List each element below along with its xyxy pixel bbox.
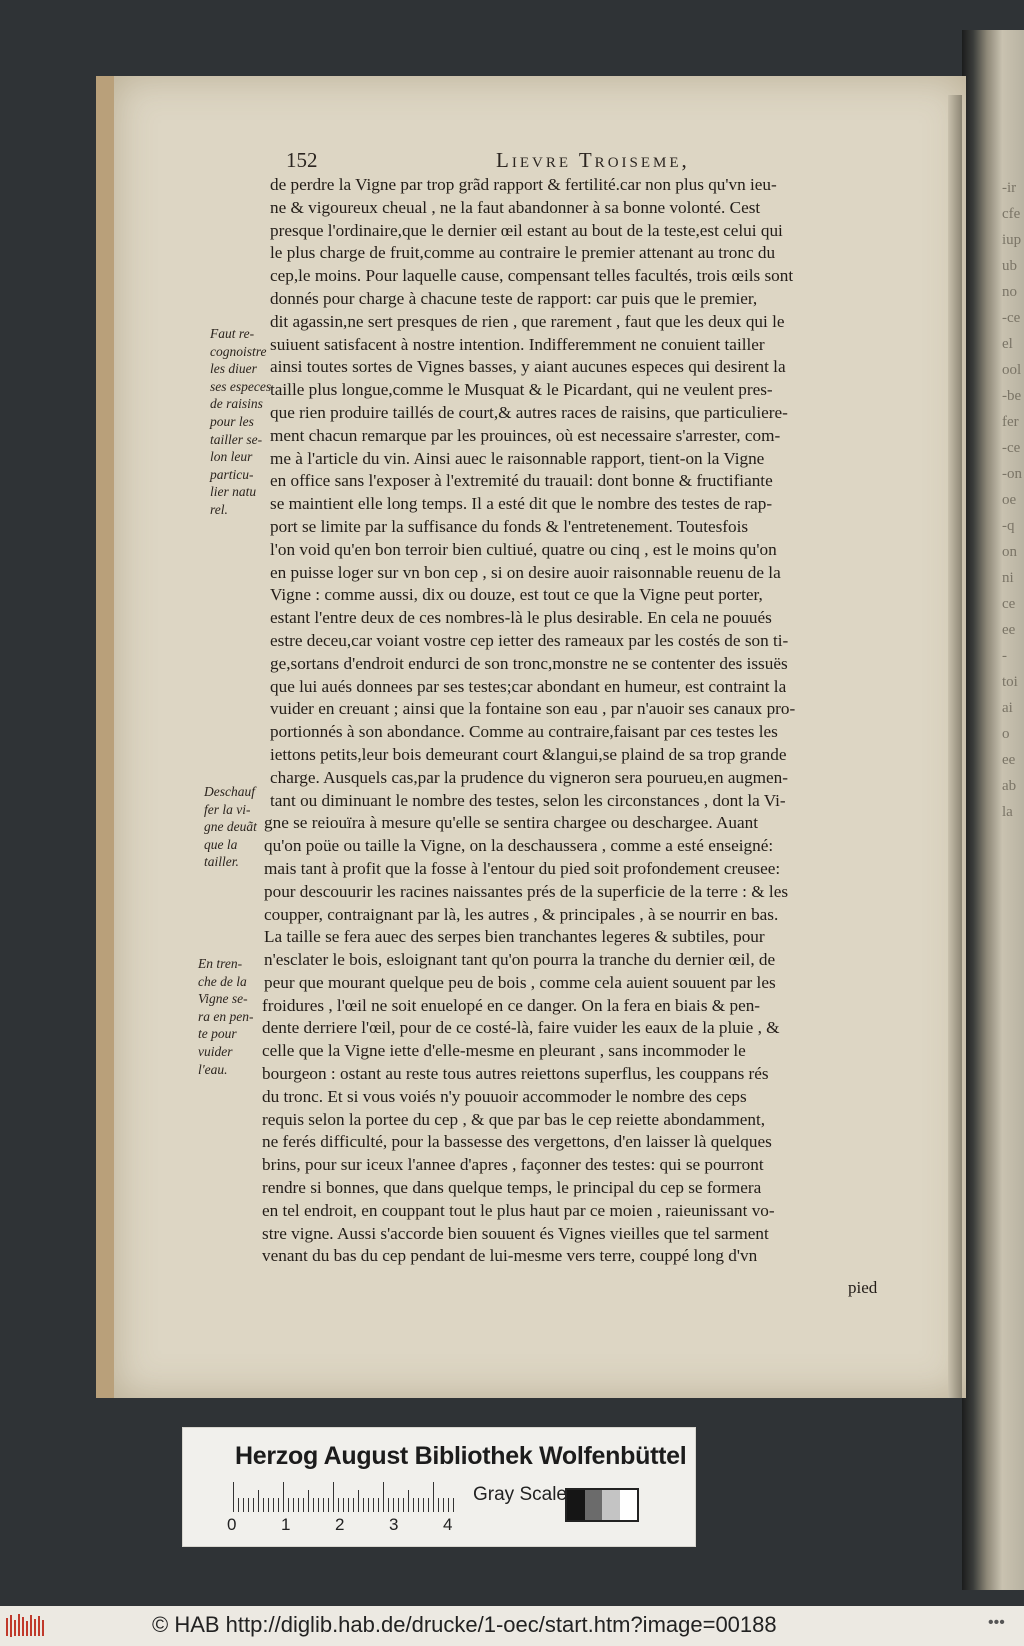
- margin-note-line: vuider: [198, 1043, 233, 1059]
- ruler-tick: [328, 1498, 329, 1512]
- margin-note-line: Faut re-: [210, 326, 255, 341]
- ruler-tick: [238, 1498, 239, 1512]
- margin-note-line: cognoistre: [210, 343, 267, 359]
- margin-note-line: tailler se-: [210, 431, 263, 447]
- ruler-tick: [263, 1498, 264, 1512]
- text-line: le plus charge de fruit,comme au contraire le premier attenant au tronc du: [270, 243, 776, 263]
- facing-page-fragment: cfe: [1002, 206, 1021, 222]
- page-gutter: [948, 95, 962, 1398]
- ruler-tick: [388, 1498, 389, 1512]
- ruler-tick: [288, 1498, 289, 1512]
- text-line: vuider en creuant ; ainsi que la fontaine son eau , par n'auoir ses canaux pro-: [270, 699, 796, 719]
- ruler-tick: [348, 1498, 349, 1512]
- facing-page-fragment: fer: [1002, 414, 1019, 430]
- text-line: dit agassin,ne sert presques de rien , que rarement , faut que les deux qui le: [270, 311, 785, 331]
- facing-page-fragment: ai: [1002, 700, 1013, 716]
- ruler-tick: [268, 1498, 269, 1512]
- ruler-tick: [353, 1498, 354, 1512]
- ruler-tick: [298, 1498, 299, 1512]
- facing-page-fragment: -ce: [1002, 440, 1021, 456]
- facing-page-fragment: el: [1002, 336, 1013, 352]
- text-line: estant l'entre deux de ces nombres-là le plus desirable. En cela ne pouués: [270, 608, 772, 628]
- margin-note-line: pour les: [210, 413, 254, 429]
- ruler-number: 4: [443, 1515, 453, 1534]
- page-header: [286, 148, 926, 172]
- text-line: du tronc. Et si vous voiés n'y pouuoir accommoder le nombre des ceps: [262, 1086, 747, 1106]
- text-line: que lui aués donnees par ses testes;car abondant en humeur, est contraint la: [270, 676, 787, 696]
- ruler-tick: [378, 1498, 379, 1512]
- text-line: venant du bas du cep pendant de lui-mesme vers terre, couppé long d'vn: [262, 1246, 758, 1266]
- margin-note-varieties: [210, 325, 271, 519]
- margin-note-line: Vigne se-: [198, 991, 248, 1007]
- ruler-tick: [373, 1498, 374, 1512]
- scale-ruler: [233, 1482, 453, 1512]
- facing-page-fragment: -be: [1002, 388, 1022, 404]
- facing-page-fragment: la: [1002, 804, 1013, 820]
- text-line: l'on void qu'en bon terroir bien cultiué, quatre ou cinq , est le moins qu'on: [270, 539, 777, 559]
- margin-note-deschausser: [204, 783, 257, 871]
- ruler-number: 3: [389, 1515, 399, 1534]
- facing-page-fragment: ub: [1002, 258, 1017, 274]
- text-line: froidures , l'œil ne soit enuelopé en ce danger. On la fera en biais & pen-: [262, 995, 761, 1015]
- facing-page-fragment: -: [1002, 648, 1007, 664]
- text-line: presque l'ordinaire,que le dernier œil estant au bout de la teste,est celui qui: [270, 220, 783, 240]
- facing-page-fragment: -on: [1002, 466, 1022, 482]
- text-line: que rien produire taillés de court,& autres races de raisins, que particuliere-: [270, 402, 788, 422]
- text-line: tant ou diminuant le nombre des testes, selon les circonstances , dont la Vi-: [270, 790, 786, 810]
- text-line: en puisse loger sur vn bon cep , si on desire auoir raisonnable reuenu de la: [270, 562, 781, 582]
- ruler-tick: [343, 1498, 344, 1512]
- text-line: cep,le moins. Pour laquelle cause, compensant telles facultés, trois œils sont: [270, 266, 794, 286]
- text-line: celle que la Vigne iette d'elle-mesme en pleurant , sans incommoder le: [262, 1041, 746, 1061]
- text-line: n'esclater le bois, esloignant tant qu'on pourra la tranche du dernier œil, de: [264, 950, 776, 970]
- facing-page-fragment: ee: [1002, 752, 1016, 768]
- ruler-tick: [253, 1498, 254, 1512]
- margin-note-line: En tren-: [198, 956, 243, 971]
- ruler-tick: [323, 1498, 324, 1512]
- margin-note-line: particu-: [210, 466, 254, 482]
- text-line: taille plus longue,comme le Musquat & le Picardant, qui ne veulent pres-: [270, 380, 773, 400]
- library-name: Herzog August Bibliothek Wolfenbüttel: [235, 1442, 687, 1470]
- ruler-tick: [418, 1498, 419, 1512]
- text-line: Vigne : comme aussi, dix ou douze, est tout ce que la Vigne peut porter,: [270, 585, 763, 605]
- text-line: dente derriere l'œil, pour de ce costé-là, faire vuider les eaux de la pluie , &: [262, 1018, 780, 1038]
- facing-page-fragment: ab: [1002, 778, 1017, 794]
- ruler-tick: [308, 1490, 309, 1512]
- text-line: rendre si bonnes, que dans quelque temps, le principal du cep se formera: [262, 1178, 762, 1198]
- facing-page-fragment: -ir: [1002, 180, 1017, 196]
- body-text: [262, 174, 910, 1268]
- page-number: 152: [286, 148, 318, 172]
- ruler-tick: [438, 1498, 439, 1512]
- margin-note-line: fer la vi-: [204, 801, 251, 817]
- gray-patch: [602, 1490, 620, 1520]
- text-line: en tel endroit, en couppant tout le plus haut par ce moien , raieunissant vo-: [262, 1200, 775, 1220]
- margin-note-line: lon leur: [210, 449, 253, 465]
- margin-note-line: que la: [204, 836, 238, 852]
- text-line: se maintient elle long temps. Il a esté dit que le nombre des testes de rap-: [270, 494, 773, 514]
- ruler-number: 0: [227, 1515, 237, 1534]
- gray-patch: [585, 1490, 603, 1520]
- catchword: pied: [848, 1278, 878, 1297]
- running-head: Lievre Troiseme,: [496, 148, 690, 172]
- text-line: coupper, contraignant par là, les autres , & principales , à se nourrir en bas.: [264, 904, 779, 924]
- text-line: ment chacun remarque par les prouinces, où est necessaire s'arrester, com-: [270, 425, 781, 445]
- facing-page-fragment: toi: [1002, 674, 1018, 690]
- text-line: brins, pour sur iceux l'annee d'apres , façonner des testes: qui se pourront: [262, 1155, 764, 1175]
- ruler-tick: [428, 1498, 429, 1512]
- more-options-icon[interactable]: •••: [988, 1614, 1005, 1631]
- facing-page-fragment: ni: [1002, 570, 1014, 586]
- facing-page-fragment: iup: [1002, 232, 1022, 248]
- gray-scale-label: Gray Scale: [473, 1484, 567, 1505]
- ruler-tick: [408, 1490, 409, 1512]
- margin-note-line: che de la: [198, 973, 247, 989]
- text-line: ne ferés difficulté, pour la bassesse des vergettons, d'en laisser là quelques: [262, 1132, 772, 1152]
- text-line: qu'on poüe ou taille la Vigne, on la deschaussera , comme a esté enseigné:: [264, 836, 774, 856]
- text-line: stre vigne. Aussi s'accorde bien souuent és Vignes vieilles que tel sarment: [262, 1223, 769, 1243]
- ruler-number: 2: [335, 1515, 345, 1534]
- text-line: iettons petits,leur bois demeurant court &langui,se plaind de sa trop grande: [270, 744, 787, 764]
- barcode-logo-icon: [4, 1612, 46, 1640]
- ruler-tick: [358, 1490, 359, 1512]
- gray-scale-swatch: [565, 1488, 639, 1522]
- ruler-tick: [453, 1498, 454, 1512]
- ruler-tick: [423, 1498, 424, 1512]
- gray-patch: [620, 1490, 638, 1520]
- text-line: requis selon la portee du cep , & que par bas le cep reiette abondamment,: [262, 1109, 766, 1129]
- text-line: suiuent satisfacent à nostre intention. Indifferemment ne conuient tailler: [270, 334, 765, 354]
- text-line: portionnés à son abondance. Comme au contraire,faisant par ces testes les: [270, 722, 778, 742]
- ruler-tick: [433, 1482, 434, 1512]
- text-line: mais tant à profit que la fosse à l'entour du pied soit profondement creusee:: [264, 858, 781, 878]
- text-line: ainsi toutes sortes de Vignes basses, y aiant aucunes especes qui desirent la: [270, 357, 786, 377]
- text-line: gne se reiouïra à mesure qu'elle se sentira chargee ou deschargee. Auant: [264, 813, 759, 833]
- text-line: donnés pour charge à chacune teste de rapport: car puis que le premier,: [270, 288, 758, 308]
- footer-url-text[interactable]: © HAB http://diglib.hab.de/drucke/1-oec/start.htm?image=00188: [152, 1612, 777, 1637]
- margin-note-line: ra en pen-: [198, 1008, 254, 1024]
- ruler-tick: [363, 1498, 364, 1512]
- facing-page-fragment: -q: [1002, 518, 1015, 534]
- text-line: pour descouurir les racines naissantes prés de la superficie de la terre : & les: [264, 881, 789, 901]
- text-line: en office sans l'exposer à l'extremité du trauail: dont bonne & fructifiante: [270, 471, 773, 491]
- margin-note-line: les diuer: [210, 361, 257, 377]
- ruler-tick: [258, 1490, 259, 1512]
- margin-note-line: l'eau.: [198, 1061, 228, 1077]
- ruler-tick: [403, 1498, 404, 1512]
- ruler-tick: [383, 1482, 384, 1512]
- facing-page-fragment: o: [1002, 726, 1010, 742]
- ruler-tick: [448, 1498, 449, 1512]
- ruler-tick: [303, 1498, 304, 1512]
- ruler-tick: [398, 1498, 399, 1512]
- text-line: estre deceu,car voiant vostre cep ietter des rameaux par les costés de son ti-: [270, 630, 789, 650]
- gray-patch: [567, 1490, 585, 1520]
- ruler-tick: [318, 1498, 319, 1512]
- color-target-card: [182, 1427, 696, 1547]
- margin-note-trenche: [198, 955, 253, 1078]
- margin-note-line: tailler.: [204, 854, 239, 870]
- text-line: bourgeon : ostant au reste tous autres reiettons superflus, les couppans rés: [262, 1064, 769, 1084]
- text-line: peur que mourant quelque peu de bois , comme cela auient souuent par les: [264, 972, 776, 992]
- margin-note-line: te pour: [198, 1026, 237, 1042]
- ruler-tick: [233, 1482, 234, 1512]
- ruler-tick: [283, 1482, 284, 1512]
- ruler-tick: [333, 1482, 334, 1512]
- ruler-number: 1: [281, 1515, 291, 1534]
- text-line: port se limite par la suffisance du fonds & l'entretenement. Toutesfois: [270, 516, 749, 536]
- margin-note-line: lier natu: [210, 484, 257, 500]
- facing-page-fragment: ee: [1002, 622, 1016, 638]
- facing-page-fragment: ce: [1002, 596, 1016, 612]
- facing-page-fragment: on: [1002, 544, 1017, 560]
- text-line: La taille se fera auec des serpes bien tranchantes legeres & subtiles, pour: [264, 927, 765, 947]
- margin-note-line: ses especes: [210, 378, 272, 394]
- ruler-tick: [338, 1498, 339, 1512]
- margin-note-line: Deschauf: [204, 784, 255, 799]
- margin-note-line: de raisins: [210, 396, 263, 412]
- text-line: charge. Ausquels cas,par la prudence du vigneron sera pourueu,en augmen-: [270, 767, 788, 787]
- footer-bar: [0, 1606, 1024, 1646]
- ruler-tick: [248, 1498, 249, 1512]
- ruler-tick: [443, 1498, 444, 1512]
- margin-note-line: gne deuãt: [204, 819, 257, 835]
- facing-page-fragment: ool: [1002, 362, 1022, 378]
- facing-page-fragment: -ce: [1002, 310, 1021, 326]
- facing-page-edge: [962, 30, 1024, 1590]
- facing-page-fragment: no: [1002, 284, 1017, 300]
- ruler-tick: [393, 1498, 394, 1512]
- ruler-tick: [278, 1498, 279, 1512]
- ruler-tick: [293, 1498, 294, 1512]
- margin-note-line: rel.: [210, 501, 228, 517]
- text-line: ge,sortans d'endroit endurci de son tronc,monstre ne se contenter des issuës: [270, 653, 788, 673]
- ruler-tick: [273, 1498, 274, 1512]
- text-line: de perdre la Vigne par trop grãd rapport & fertilité.car non plus qu'vn ieu-: [270, 175, 777, 194]
- ruler-tick: [368, 1498, 369, 1512]
- text-line: me à l'article du vin. Ainsi auec le raisonnable rapport, tient-on la Vigne: [270, 448, 765, 468]
- ruler-tick: [243, 1498, 244, 1512]
- facing-page-fragment: oe: [1002, 492, 1017, 508]
- text-line: ne & vigoureux cheual , ne la faut abandonner à sa bonne volonté. Cest: [270, 197, 761, 217]
- ruler-tick: [413, 1498, 414, 1512]
- ruler-tick: [313, 1498, 314, 1512]
